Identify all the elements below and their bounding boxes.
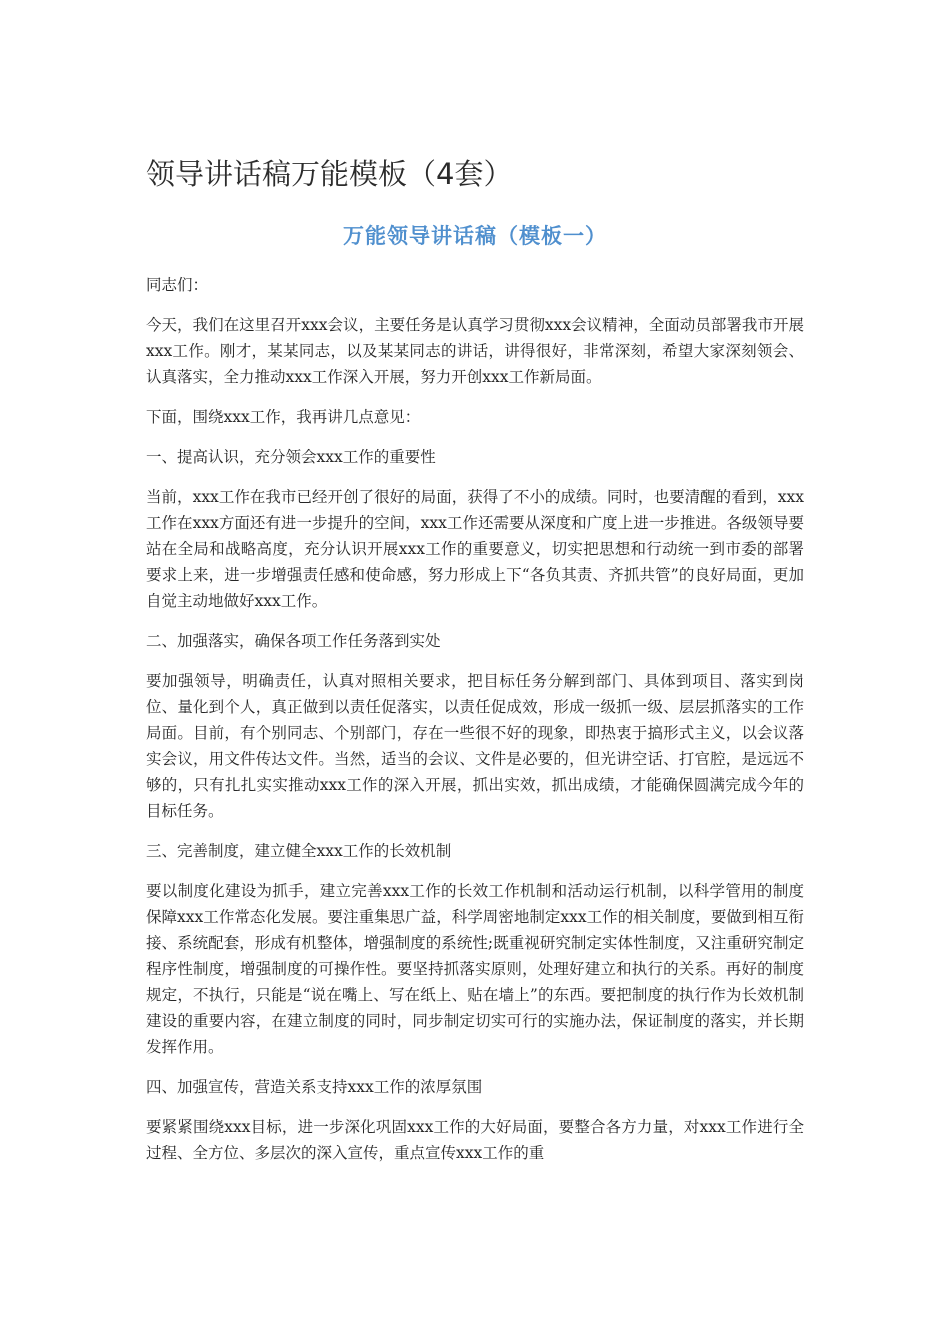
section-heading: 三、完善制度，建立健全xxx工作的长效机制 [146,842,452,860]
body-paragraph: 今天，我们在这里召开xxx会议，主要任务是认真学习贯彻xxx会议精神，全面动员部署我市开展xxx工作。刚才，某某同志，以及某某同志的讲话，讲得很好，非常深刻，希望大家深刻领会、认真落实，全力推动xxx工作深入开展，努力开创xxx工作新局面。 [146,316,804,386]
salutation: 同志们： [146,276,209,294]
body-paragraph: 当前，xxx工作在我市已经开创了很好的局面，获得了不小的成绩。同时，也要清醒的看到，xxx工作在xxx方面还有进一步提升的空间，xxx工作还需要从深度和广度上进一步推进。各级领导要站在全局和战略高度，充分认识开展xxx工作的重要意义，切实把思想和行动统一到市委的部署要求上来，进一步增强责任感和使命感，努力形成上下“各负其责、齐抓共管”的良好局面，更加自觉主动地做好xxx工作。 [146,488,804,610]
body-paragraph: 要加强领导，明确责任，认真对照相关要求，把目标任务分解到部门、具体到项目、落实到岗位、量化到个人，真正做到以责任促落实，以责任促成效，形成一级抓一级、层层抓落实的工作局面。目前，有个别同志、个别部门，存在一些很不好的现象，即热衷于搞形式主义，以会议落实会议，用文件传达文件。当然，适当的会议、文件是必要的，但光讲空话、打官腔，是远远不够的，只有扎扎实实推动xxx工作的深入开展，抓出实效，抓出成绩，才能确保圆满完成今年的目标任务。 [146,672,804,820]
body-paragraph: 下面，围绕xxx工作，我再讲几点意见： [146,408,421,426]
document-body [146,268,804,1180]
document-subtitle: 万能领导讲话稿（模板一） [343,223,607,248]
section-heading: 四、加强宣传，营造关系支持xxx工作的浓厚氛围 [146,1078,483,1096]
section-heading: 一、提高认识，充分领会xxx工作的重要性 [146,448,436,466]
section-heading: 二、加强落实，确保各项工作任务落到实处 [146,632,441,650]
document-title: 领导讲话稿万能模板（4套） [146,157,513,191]
body-paragraph: 要以制度化建设为抓手，建立完善xxx工作的长效工作机制和活动运行机制，以科学管用的制度保障xxx工作常态化发展。要注重集思广益，科学周密地制定xxx工作的相关制度，要做到相互衔接、系统配套，形成有机整体，增强制度的系统性;既重视研究制定实体性制度，又注重研究制定程序性制度，增强制度的可操作性。要坚持抓落实原则，处理好建立和执行的关系。再好的制度规定，不执行，只能是“说在嘴上、写在纸上、贴在墙上”的东西。要把制度的执行作为长效机制建设的重要内容，在建立制度的同时，同步制定切实可行的实施办法，保证制度的落实，并长期发挥作用。 [146,882,804,1056]
body-paragraph: 要紧紧围绕xxx目标，进一步深化巩固xxx工作的大好局面，要整合各方力量，对xxx工作进行全过程、全方位、多层次的深入宣传，重点宣传xxx工作的重 [146,1118,804,1162]
